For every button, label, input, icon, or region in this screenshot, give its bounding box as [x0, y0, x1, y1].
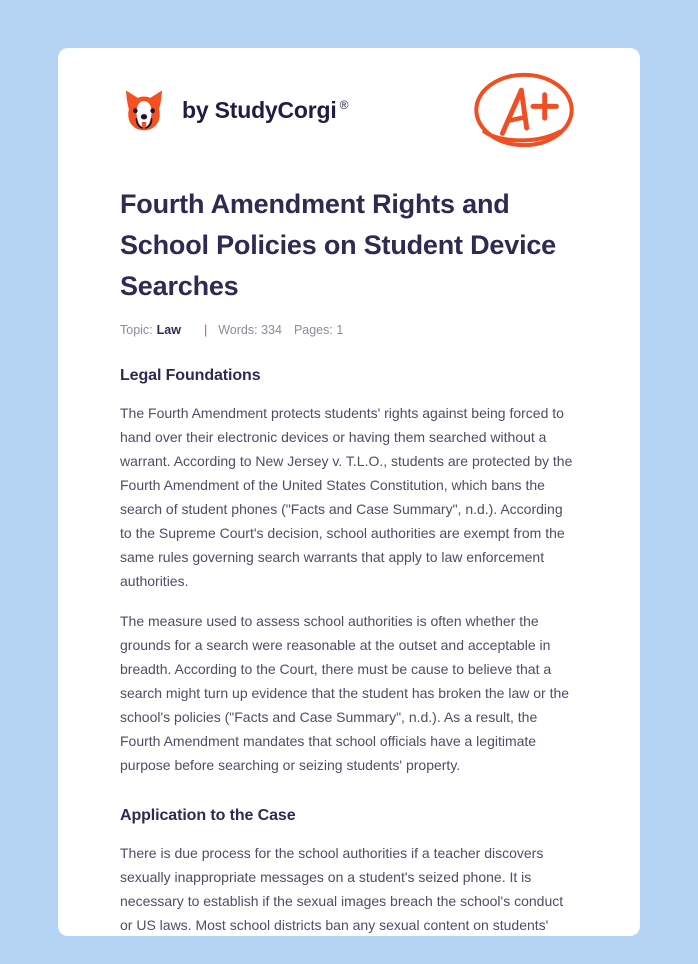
- page-title: Fourth Amendment Rights and School Policies on Student Device Searches: [120, 189, 556, 301]
- registered-trademark-icon: ®: [339, 97, 349, 112]
- meta-words-label: Words:: [218, 323, 258, 337]
- meta-topic: [120, 323, 181, 337]
- body-paragraph: The Fourth Amendment protects students' rights against being forced to hand over their electronic devices or having them searched without a warrant. According to New Jersey v. T.L.O., students are protected by the Fourth Amendment of the United States Constitution, which bans the search of student phones ("Facts and Case Summary", n.d.). According to the Supreme Court's decision, school authorities are exempt from the same rules governing search warrants that apply to law enforcement authorities.: [120, 405, 573, 589]
- meta-pages-value: 1: [336, 323, 344, 337]
- section-heading: Legal Foundations: [120, 367, 261, 384]
- meta-topic-value[interactable]: Law: [156, 323, 181, 337]
- section-heading: Application to the Case: [120, 807, 296, 824]
- meta-topic-label: Topic:: [120, 323, 153, 337]
- meta-separator: |: [203, 323, 208, 337]
- body-paragraph: The measure used to assess school authorities is often whether the grounds for a search were reasonable at the outset and acceptable in breadth. According to the Court, there must be cause to believe that a search might turn up evidence that the student has broken the law or the school's policies ("Facts and Case Summary", n.d.). As a result, the Fourth Amendment mandates that school officials have a legitimate purpose before searching or seizing students' property.: [120, 613, 570, 773]
- brand-name: [182, 97, 348, 124]
- meta-words-value: 334: [261, 323, 282, 337]
- meta-pages: [294, 323, 343, 337]
- corgi-face-icon: [120, 86, 168, 134]
- document-meta: [120, 323, 578, 337]
- body-paragraph: There is due process for the school authorities if a teacher discovers sexually inappropriate messages on a student's seized phone. It is necessary to establish if the sexual images breach the school's conduct or US laws. Most school districts ban any sexual content on students': [120, 845, 564, 933]
- brand-lockup[interactable]: [120, 86, 348, 134]
- brand-name-text: by StudyCorgi: [182, 96, 337, 123]
- meta-pages-label: Pages:: [293, 323, 333, 337]
- document-header: [120, 48, 578, 162]
- document-card: [58, 48, 640, 936]
- meta-words: [218, 323, 282, 337]
- a-plus-circle-icon: [470, 68, 578, 152]
